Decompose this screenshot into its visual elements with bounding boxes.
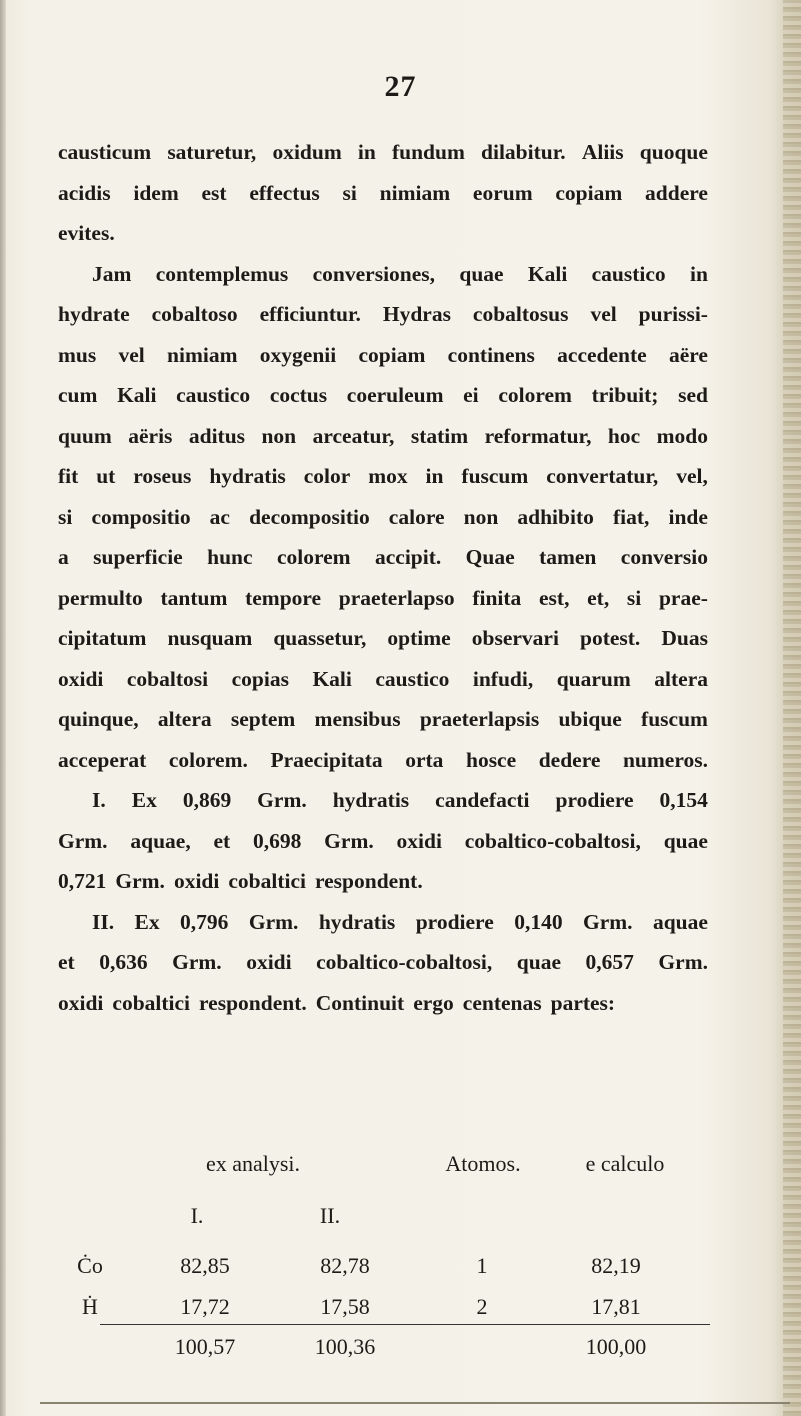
word: quae [663, 828, 708, 853]
word: Kali [117, 383, 157, 407]
text-line [58, 983, 708, 1024]
text-line [58, 902, 708, 943]
text-line [58, 618, 708, 659]
row-atoms: 2 [476, 1294, 488, 1319]
word: nusquam [167, 626, 253, 650]
word: caustico [591, 261, 666, 286]
word: altera [157, 707, 212, 731]
row-atoms: 1 [476, 1253, 488, 1278]
row-value-i: 82,85 [180, 1253, 230, 1278]
word: decompositio [249, 504, 370, 529]
word: aquae, [130, 828, 191, 853]
word: arceatur, [312, 423, 395, 448]
word: II. [92, 909, 115, 934]
word: in [357, 140, 376, 164]
word: mus [58, 342, 97, 367]
text-line [58, 335, 708, 376]
word: Duas [661, 626, 708, 650]
word: respondent. [314, 869, 423, 893]
word: nimiam [167, 342, 238, 367]
word: partes: [550, 990, 616, 1015]
word: hunc [207, 545, 253, 569]
word: oxidi [58, 990, 104, 1015]
word: quinque, [58, 707, 139, 731]
subheader-ii: II. [319, 1203, 341, 1228]
word: efficiuntur. [259, 302, 361, 326]
word: Quae [465, 545, 515, 569]
word: effectus [249, 180, 320, 205]
word: hosce [465, 747, 517, 772]
word: fuscum [461, 464, 529, 488]
word: reformatur, [484, 423, 592, 448]
word: cobaltici [112, 990, 191, 1015]
word: tamen [539, 545, 597, 569]
text-line [58, 375, 708, 416]
word: dedere [538, 747, 601, 772]
word: Kali [527, 261, 568, 286]
word: in [425, 464, 444, 488]
word: Continuit [315, 990, 405, 1015]
text-line [58, 740, 708, 781]
word: cipitatum [58, 626, 147, 650]
table-subheader-row [0, 1203, 801, 1243]
word: calore [388, 504, 445, 529]
word: septem [230, 707, 296, 731]
word: optime [387, 626, 451, 650]
total-ii: 100,36 [314, 1334, 376, 1359]
word: Grm. [257, 788, 307, 812]
word: accipit. [374, 545, 442, 569]
row-symbol: Ċo [77, 1253, 103, 1278]
word: 0,140 [514, 909, 563, 934]
word: Grm. [658, 950, 708, 974]
word: permulto [58, 585, 143, 610]
word: hydratis [332, 788, 410, 812]
row-value-ii: 82,78 [320, 1253, 370, 1278]
text-line [58, 942, 708, 983]
table-totals-row [0, 1334, 801, 1374]
word: Praecipitata [270, 747, 383, 772]
word: Ex [131, 788, 157, 812]
word: superficie [93, 545, 183, 569]
word: 0,657 [585, 950, 634, 974]
word: aëris [128, 423, 173, 448]
text-line [58, 294, 708, 335]
word: dilabitur. [481, 140, 566, 164]
word: quassetur, [273, 626, 367, 650]
word: praeterlapsis [419, 707, 540, 731]
word: cobaltico-cobaltosi, [464, 828, 641, 853]
row-calc: 17,81 [591, 1294, 641, 1319]
word: colorem. [168, 747, 248, 772]
row-symbol: Ḣ [82, 1294, 98, 1319]
header-calc: e calculo [585, 1151, 665, 1176]
word: quum [58, 423, 112, 448]
word: si [58, 504, 73, 529]
word: et, [587, 585, 610, 610]
word: I. [92, 788, 106, 812]
word: aditus [188, 423, 246, 448]
text-line [58, 213, 708, 254]
body-text [58, 132, 708, 1023]
word: colorem [276, 545, 351, 569]
text-line [58, 821, 708, 862]
word: non [463, 504, 499, 529]
word: cum [58, 383, 98, 407]
word: sed [678, 383, 708, 407]
word: Grm. [248, 909, 299, 934]
table-row [0, 1253, 801, 1293]
word: fiat, [612, 504, 650, 529]
word: prodiere [415, 909, 494, 934]
word: colorem [498, 383, 572, 407]
total-calc: 100,00 [585, 1334, 647, 1359]
word: tantum [160, 585, 228, 610]
word: cobaltoso [151, 302, 238, 326]
word: cobaltici [228, 869, 306, 893]
text-line [58, 173, 708, 214]
word: ergo [413, 990, 454, 1015]
word: conversio [620, 545, 708, 569]
word: praeterlapso [338, 585, 455, 610]
word: est [201, 180, 227, 205]
word: oxygenii [259, 342, 337, 367]
word: acidis [58, 180, 111, 205]
word: Kali [312, 666, 352, 691]
header-analysis: ex analysi. [205, 1151, 301, 1176]
word: et [58, 950, 75, 974]
word: respondent. [199, 990, 307, 1015]
text-line [58, 497, 708, 538]
word: Ex [134, 909, 160, 934]
row-calc: 82,19 [591, 1253, 641, 1278]
word: 0,154 [659, 788, 708, 812]
text-line [58, 699, 708, 740]
word: Grm. [58, 828, 108, 853]
word: ei [463, 383, 479, 407]
word: cobaltico-cobaltosi, [316, 950, 493, 974]
word: acceperat [58, 747, 147, 772]
word: 0,869 [182, 788, 232, 812]
word: Jam [92, 261, 132, 286]
word: si [342, 180, 357, 205]
word: oxidi [58, 666, 104, 691]
word: mensibus [314, 707, 401, 731]
word: hydratis [318, 909, 396, 934]
word: coctus [269, 383, 328, 407]
word: tribuit; [591, 383, 659, 407]
sum-rule [100, 1324, 710, 1325]
word: copias [231, 666, 289, 691]
word: modo [656, 423, 708, 448]
word: oxidi [173, 869, 220, 893]
word: adhibito [517, 504, 594, 529]
text-line [58, 416, 708, 457]
word: aquae [652, 909, 708, 934]
word: caustico [375, 666, 450, 691]
text-line [58, 132, 708, 173]
word: quarum [556, 666, 631, 691]
page-bottom-edge [40, 1402, 790, 1404]
word: Hydras [382, 302, 451, 326]
word: coeruleum [346, 383, 444, 407]
word: Grm. [582, 909, 633, 934]
word: finita [472, 585, 522, 610]
row-value-ii: 17,58 [320, 1294, 370, 1319]
word: 0,636 [99, 950, 148, 974]
word: oxidi [396, 828, 442, 853]
word: conversiones, [312, 261, 436, 286]
word: 0,796 [180, 909, 229, 934]
word: caustico [176, 383, 251, 407]
word: eorum [472, 180, 533, 205]
word: hydratis [209, 464, 286, 488]
word: potest. [579, 626, 641, 650]
word: Grm. [172, 950, 222, 974]
text-line [58, 578, 708, 619]
word: 0,721 [58, 869, 107, 893]
table-row [0, 1294, 801, 1334]
word: oxidi [246, 950, 292, 974]
text-line [58, 254, 708, 295]
text-line [58, 659, 708, 700]
word: accedente [557, 342, 647, 367]
word: Aliis [581, 140, 624, 164]
word: infudi, [472, 666, 534, 691]
word: copiam [358, 342, 426, 367]
word: est, [539, 585, 570, 610]
word: continens [447, 342, 535, 367]
word: inde [668, 504, 708, 529]
word: quae [459, 261, 504, 286]
word: convertatur, [546, 464, 659, 488]
word: hoc [607, 423, 641, 448]
word: contemplemus [155, 261, 289, 286]
total-i: 100,57 [174, 1334, 236, 1359]
word: et [213, 828, 231, 853]
word: compositio [91, 504, 191, 529]
word: quoque [639, 140, 708, 164]
header-atoms: Atomos. [445, 1151, 521, 1176]
word: purissi- [638, 302, 708, 326]
text-line [58, 537, 708, 578]
word: copiam [555, 180, 623, 205]
word: a [58, 545, 69, 569]
word: si [626, 585, 642, 610]
word: Grm. [115, 869, 165, 893]
page-number: 27 [384, 70, 417, 103]
word: ubique [558, 707, 622, 731]
word: ac [209, 504, 230, 529]
word: mox [368, 464, 408, 488]
word: idem [133, 180, 179, 205]
word: 0,698 [253, 828, 302, 853]
word: addere [645, 180, 708, 205]
word: vel [590, 302, 617, 326]
word: quae [516, 950, 562, 974]
word: cobaltosi [126, 666, 209, 691]
subheader-i: I. [190, 1203, 204, 1228]
word: observari [471, 626, 559, 650]
word: nimiam [379, 180, 451, 205]
word: in [689, 261, 708, 286]
word: causticum [58, 140, 152, 164]
text-line [58, 780, 708, 821]
word: numeros. [622, 747, 708, 772]
word: Grm. [324, 828, 374, 853]
word: candefacti [435, 788, 530, 812]
word: hydrate [58, 302, 130, 326]
word: orta [405, 747, 444, 772]
table-header-row [0, 1151, 801, 1191]
word: prodiere [555, 788, 634, 812]
word: fit [58, 464, 79, 488]
word: saturetur, [167, 140, 257, 164]
word: vel, [676, 464, 708, 488]
word: ut [96, 464, 116, 488]
word: prae- [658, 585, 708, 610]
word: vel [118, 342, 145, 367]
word: fuscum [641, 707, 708, 731]
word: roseus [133, 464, 192, 488]
word: cobaltosus [472, 302, 569, 326]
row-value-i: 17,72 [180, 1294, 230, 1319]
text-line [58, 456, 708, 497]
word: oxidum [272, 140, 342, 164]
word: evites. [58, 221, 115, 245]
text-line [58, 861, 708, 902]
word: centenas [462, 990, 542, 1015]
word: aëre [668, 342, 708, 367]
word: non [261, 423, 297, 448]
word: fundum [391, 140, 465, 164]
word: color [303, 464, 351, 488]
word: altera [654, 666, 708, 691]
word: statim [410, 423, 469, 448]
word: tempore [245, 585, 322, 610]
